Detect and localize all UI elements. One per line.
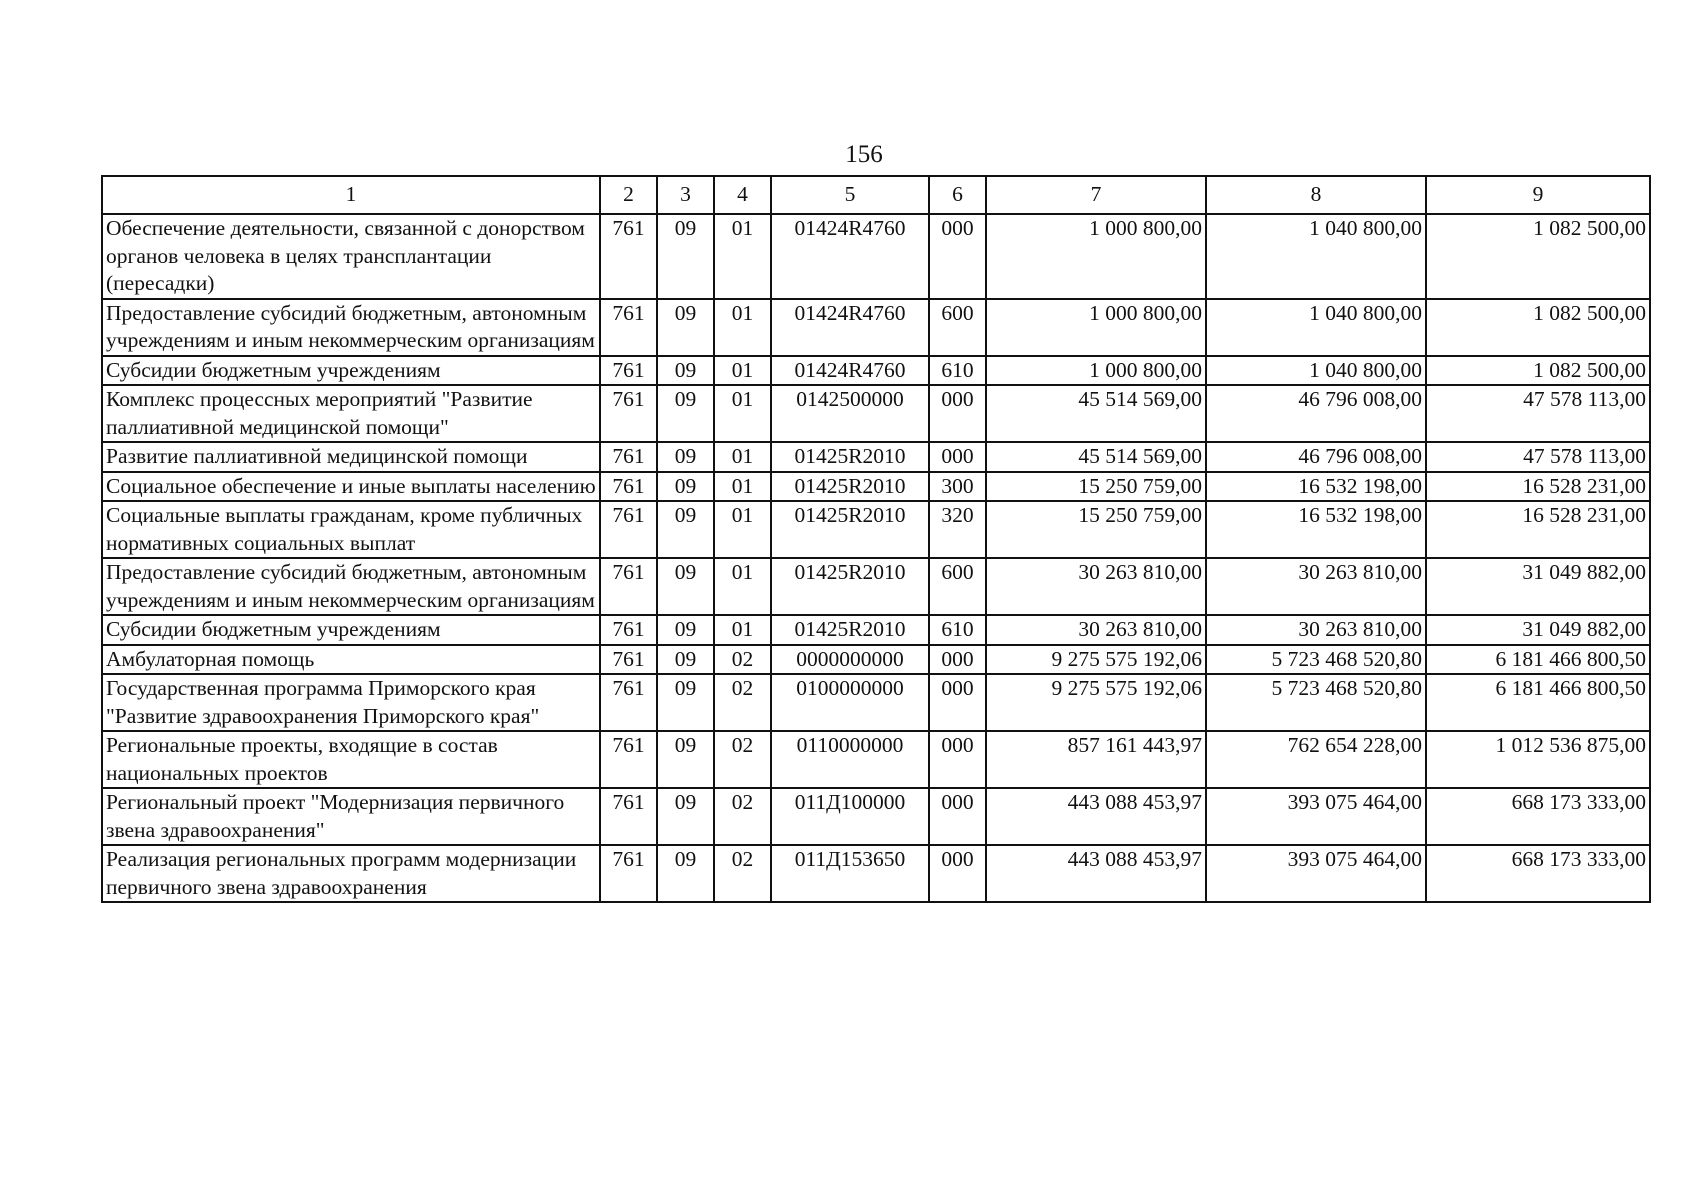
section-code: 09 — [657, 788, 714, 845]
section-code: 09 — [657, 214, 714, 299]
table-row — [102, 674, 1650, 731]
column-header-4: 4 — [714, 176, 771, 214]
section-code: 09 — [657, 674, 714, 731]
table-header-row — [102, 176, 1650, 214]
amount-col9: 6 181 466 800,50 — [1426, 674, 1650, 731]
amount-col8: 1 040 800,00 — [1206, 214, 1426, 299]
table-body — [102, 214, 1650, 902]
amount-col8: 393 075 464,00 — [1206, 788, 1426, 845]
column-header-5: 5 — [771, 176, 929, 214]
amount-col8: 16 532 198,00 — [1206, 472, 1426, 502]
subsection-code: 02 — [714, 731, 771, 788]
amount-col7: 30 263 810,00 — [986, 615, 1206, 645]
subsection-code: 01 — [714, 558, 771, 615]
row-name: Обеспечение деятельности, связанной с донорством органов человека в целях трансплантации (пересадки) — [102, 214, 600, 299]
amount-col9: 47 578 113,00 — [1426, 385, 1650, 442]
table-row — [102, 501, 1650, 558]
amount-col8: 762 654 228,00 — [1206, 731, 1426, 788]
section-code: 09 — [657, 442, 714, 472]
table-row — [102, 731, 1650, 788]
table-row — [102, 299, 1650, 356]
page-number: 156 — [845, 141, 883, 168]
table-row — [102, 558, 1650, 615]
amount-col7: 1 000 800,00 — [986, 299, 1206, 356]
expense-type-code: 600 — [929, 299, 986, 356]
amount-col8: 30 263 810,00 — [1206, 558, 1426, 615]
amount-col9: 668 173 333,00 — [1426, 788, 1650, 845]
column-header-8: 8 — [1206, 176, 1426, 214]
subsection-code: 01 — [714, 214, 771, 299]
ministry-code: 761 — [600, 731, 657, 788]
expense-type-code: 000 — [929, 788, 986, 845]
row-name: Амбулаторная помощь — [102, 645, 600, 675]
amount-col9: 1 082 500,00 — [1426, 356, 1650, 386]
expense-type-code: 000 — [929, 442, 986, 472]
amount-col8: 46 796 008,00 — [1206, 385, 1426, 442]
amount-col8: 5 723 468 520,80 — [1206, 674, 1426, 731]
amount-col7: 45 514 569,00 — [986, 385, 1206, 442]
subsection-code: 01 — [714, 501, 771, 558]
section-code: 09 — [657, 845, 714, 902]
row-name: Социальные выплаты гражданам, кроме публичных нормативных социальных выплат — [102, 501, 600, 558]
ministry-code: 761 — [600, 442, 657, 472]
row-name: Предоставление субсидий бюджетным, автономным учреждениям и иным некоммерческим организациям — [102, 299, 600, 356]
amount-col7: 443 088 453,97 — [986, 788, 1206, 845]
table-row — [102, 472, 1650, 502]
amount-col8: 16 532 198,00 — [1206, 501, 1426, 558]
expense-type-code: 000 — [929, 845, 986, 902]
column-header-1: 1 — [102, 176, 600, 214]
expense-type-code: 000 — [929, 645, 986, 675]
column-header-2: 2 — [600, 176, 657, 214]
section-code: 09 — [657, 472, 714, 502]
row-name: Развитие паллиативной медицинской помощи — [102, 442, 600, 472]
subsection-code: 01 — [714, 472, 771, 502]
section-code: 09 — [657, 615, 714, 645]
subsection-code: 01 — [714, 299, 771, 356]
table-row — [102, 385, 1650, 442]
section-code: 09 — [657, 645, 714, 675]
row-name: Комплекс процессных мероприятий "Развитие паллиативной медицинской помощи" — [102, 385, 600, 442]
row-name: Социальное обеспечение и иные выплаты населению — [102, 472, 600, 502]
amount-col7: 15 250 759,00 — [986, 472, 1206, 502]
budget-table — [101, 175, 1651, 903]
subsection-code: 01 — [714, 385, 771, 442]
amount-col8: 5 723 468 520,80 — [1206, 645, 1426, 675]
ministry-code: 761 — [600, 845, 657, 902]
subsection-code: 01 — [714, 356, 771, 386]
target-article-code: 01424R4760 — [771, 356, 929, 386]
target-article-code: 0000000000 — [771, 645, 929, 675]
amount-col9: 31 049 882,00 — [1426, 558, 1650, 615]
ministry-code: 761 — [600, 788, 657, 845]
subsection-code: 02 — [714, 645, 771, 675]
table-row — [102, 615, 1650, 645]
section-code: 09 — [657, 356, 714, 386]
amount-col7: 1 000 800,00 — [986, 356, 1206, 386]
subsection-code: 01 — [714, 615, 771, 645]
expense-type-code: 320 — [929, 501, 986, 558]
table-row — [102, 442, 1650, 472]
amount-col7: 45 514 569,00 — [986, 442, 1206, 472]
expense-type-code: 000 — [929, 214, 986, 299]
amount-col7: 30 263 810,00 — [986, 558, 1206, 615]
row-name: Предоставление субсидий бюджетным, автономным учреждениям и иным некоммерческим организациям — [102, 558, 600, 615]
target-article-code: 011Д100000 — [771, 788, 929, 845]
column-header-6: 6 — [929, 176, 986, 214]
section-code: 09 — [657, 385, 714, 442]
amount-col9: 1 012 536 875,00 — [1426, 731, 1650, 788]
ministry-code: 761 — [600, 674, 657, 731]
row-name: Субсидии бюджетным учреждениям — [102, 356, 600, 386]
expense-type-code: 000 — [929, 674, 986, 731]
expense-type-code: 300 — [929, 472, 986, 502]
subsection-code: 02 — [714, 788, 771, 845]
column-header-3: 3 — [657, 176, 714, 214]
table-row — [102, 645, 1650, 675]
target-article-code: 01425R2010 — [771, 501, 929, 558]
row-name: Реализация региональных программ модернизации первичного звена здравоохранения — [102, 845, 600, 902]
target-article-code: 01424R4760 — [771, 299, 929, 356]
amount-col7: 857 161 443,97 — [986, 731, 1206, 788]
target-article-code: 01425R2010 — [771, 558, 929, 615]
table-row — [102, 845, 1650, 902]
target-article-code: 01425R2010 — [771, 442, 929, 472]
row-name: Региональные проекты, входящие в состав национальных проектов — [102, 731, 600, 788]
column-header-7: 7 — [986, 176, 1206, 214]
target-article-code: 01424R4760 — [771, 214, 929, 299]
expense-type-code: 000 — [929, 731, 986, 788]
target-article-code: 0142500000 — [771, 385, 929, 442]
ministry-code: 761 — [600, 501, 657, 558]
table-row — [102, 356, 1650, 386]
row-name: Государственная программа Приморского края "Развитие здравоохранения Приморского края" — [102, 674, 600, 731]
amount-col8: 393 075 464,00 — [1206, 845, 1426, 902]
expense-type-code: 610 — [929, 356, 986, 386]
amount-col8: 1 040 800,00 — [1206, 356, 1426, 386]
row-name: Субсидии бюджетным учреждениям — [102, 615, 600, 645]
target-article-code: 01425R2010 — [771, 472, 929, 502]
amount-col9: 31 049 882,00 — [1426, 615, 1650, 645]
amount-col9: 1 082 500,00 — [1426, 214, 1650, 299]
ministry-code: 761 — [600, 558, 657, 615]
ministry-code: 761 — [600, 299, 657, 356]
ministry-code: 761 — [600, 615, 657, 645]
section-code: 09 — [657, 501, 714, 558]
subsection-code: 02 — [714, 845, 771, 902]
subsection-code: 01 — [714, 442, 771, 472]
subsection-code: 02 — [714, 674, 771, 731]
ministry-code: 761 — [600, 385, 657, 442]
expense-type-code: 600 — [929, 558, 986, 615]
amount-col9: 6 181 466 800,50 — [1426, 645, 1650, 675]
amount-col9: 668 173 333,00 — [1426, 845, 1650, 902]
amount-col7: 1 000 800,00 — [986, 214, 1206, 299]
amount-col8: 30 263 810,00 — [1206, 615, 1426, 645]
amount-col9: 16 528 231,00 — [1426, 472, 1650, 502]
ministry-code: 761 — [600, 356, 657, 386]
amount-col7: 15 250 759,00 — [986, 501, 1206, 558]
ministry-code: 761 — [600, 645, 657, 675]
ministry-code: 761 — [600, 472, 657, 502]
amount-col8: 1 040 800,00 — [1206, 299, 1426, 356]
amount-col7: 9 275 575 192,06 — [986, 674, 1206, 731]
table-row — [102, 788, 1650, 845]
ministry-code: 761 — [600, 214, 657, 299]
amount-col7: 443 088 453,97 — [986, 845, 1206, 902]
amount-col9: 16 528 231,00 — [1426, 501, 1650, 558]
target-article-code: 01425R2010 — [771, 615, 929, 645]
amount-col8: 46 796 008,00 — [1206, 442, 1426, 472]
target-article-code: 0100000000 — [771, 674, 929, 731]
target-article-code: 011Д153650 — [771, 845, 929, 902]
row-name: Региональный проект "Модернизация первичного звена здравоохранения" — [102, 788, 600, 845]
section-code: 09 — [657, 299, 714, 356]
amount-col9: 47 578 113,00 — [1426, 442, 1650, 472]
section-code: 09 — [657, 731, 714, 788]
target-article-code: 0110000000 — [771, 731, 929, 788]
expense-type-code: 610 — [929, 615, 986, 645]
amount-col9: 1 082 500,00 — [1426, 299, 1650, 356]
table-row — [102, 214, 1650, 299]
amount-col7: 9 275 575 192,06 — [986, 645, 1206, 675]
column-header-9: 9 — [1426, 176, 1650, 214]
section-code: 09 — [657, 558, 714, 615]
expense-type-code: 000 — [929, 385, 986, 442]
